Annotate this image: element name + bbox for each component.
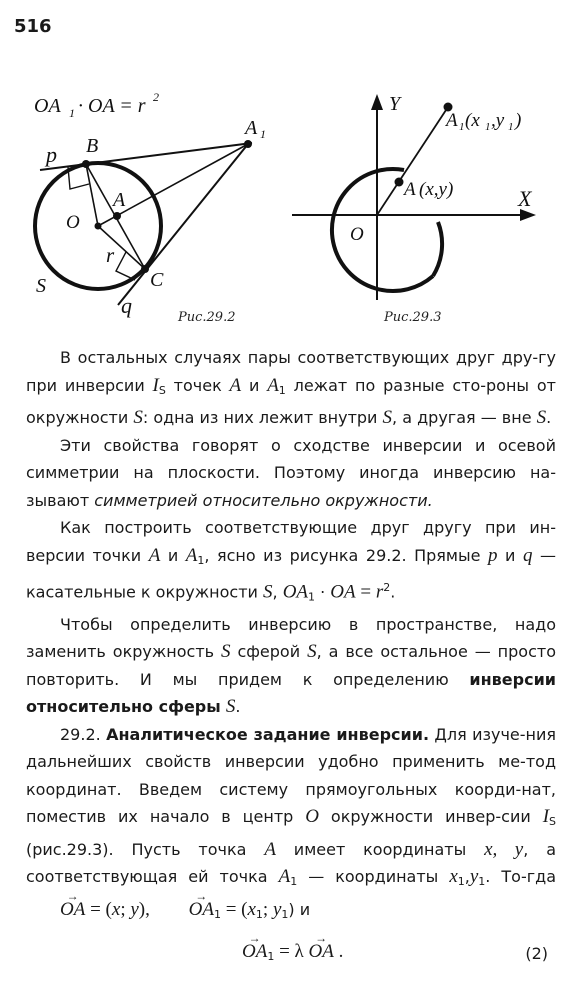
label-a1: A: [245, 117, 258, 139]
paragraph-2: Эти свойства говорят о сходстве инверсии и осевой симметрии на плоскости. Поэтому иногда инверсию на-зывают симметрией относительно окружности.: [26, 435, 556, 510]
label-a1-coords-sub1: 1: [485, 121, 491, 133]
paragraph-3: Как построить соответствующие друг другу при ин-версии точки A и $A_1$, ясно из рисунка 29.2. Прямые p и q — касательные к окружности S, $OA_1$ · OA = $r^2$.: [26, 518, 556, 604]
formula-oa1-text: OA: [34, 95, 61, 117]
formula-2-lhs: → OA: [242, 938, 267, 966]
label-o-fig3: O: [350, 224, 364, 245]
paragraph-5: 29.2. Аналитическое задание инверсии. Для изуче-ния дальнейших свойств инверсии удобно применить ме-тод координат. Введем систему прямоугольных коорди-нат, поместив их начало в центр O окружности инвер-сии $I_S$ (рис.29.3). Пусть точка A имеет координаты x, y, а соответствующая ей точка $A_1$ — координаты $x_1,y_1$. То-гда → OA = (x; y), → $OA_1 = (x_1$; $y_1$) и: [26, 721, 556, 929]
formula-rhs: OA = r: [88, 95, 146, 117]
label-c: C: [150, 269, 164, 291]
label-b: B: [86, 135, 99, 157]
paragraph-1: В остальных случаях пары соответствующих друг дру-гу при инверсии $I_S$ точек A и $A_1$ лежат по разные сто-роны от окружности S: одна из них лежит внутри S, а другая — вне S.: [26, 348, 556, 428]
label-a: A: [113, 189, 126, 211]
paragraph-4: Чтобы определить инверсию в пространстве, надо заменить окружность S сферой S, а все остальное — просто повторить. И мы придем к определению инверсии относительно сферы S.: [26, 614, 556, 718]
circle-arc-right: [433, 222, 442, 276]
label-a1-coords-a: (x: [465, 110, 480, 131]
figure-29-3: [0, 0, 582, 340]
formula-sub: 1: [69, 106, 75, 120]
caption-fig-29-2: Рис.29.2: [178, 310, 236, 325]
label-a1-coords-mid: ,y: [491, 110, 505, 131]
label-o: O: [66, 212, 80, 233]
label-q: q: [121, 293, 132, 318]
label-a1-coords-end: ): [515, 110, 522, 131]
page-number: 516: [14, 16, 52, 37]
label-a1-coords-sub2: 1: [508, 121, 514, 133]
label-x: X: [518, 186, 532, 211]
formula-2: → $OA_1 = \lambda$ → OA . (2): [26, 932, 556, 972]
label-p: p: [46, 142, 57, 167]
point-a-fig3: [395, 178, 404, 187]
label-a1-fig3: A: [446, 110, 458, 131]
vector-oa1: → OA: [155, 896, 214, 924]
caption-fig-29-3: Рис.29.3: [384, 310, 442, 325]
label-a-coords: (x,y): [419, 179, 454, 200]
body-text: [26, 344, 556, 972]
y-axis-arrow: [371, 94, 383, 110]
formula-2-rhs: → OA: [309, 938, 334, 966]
equation-number: (2): [525, 944, 548, 964]
label-a1-sub: 1: [260, 127, 266, 141]
formula-dot: ·: [78, 95, 83, 117]
label-a1-sub-fig3: 1: [459, 121, 465, 133]
label-r: r: [106, 243, 115, 267]
formula-sup: 2: [153, 90, 159, 104]
label-y: Y: [389, 93, 401, 115]
label-s: S: [36, 275, 46, 297]
circle-arc-left: [332, 169, 433, 291]
vector-oa: → OA: [26, 896, 85, 924]
label-a-fig3: A: [404, 179, 416, 200]
